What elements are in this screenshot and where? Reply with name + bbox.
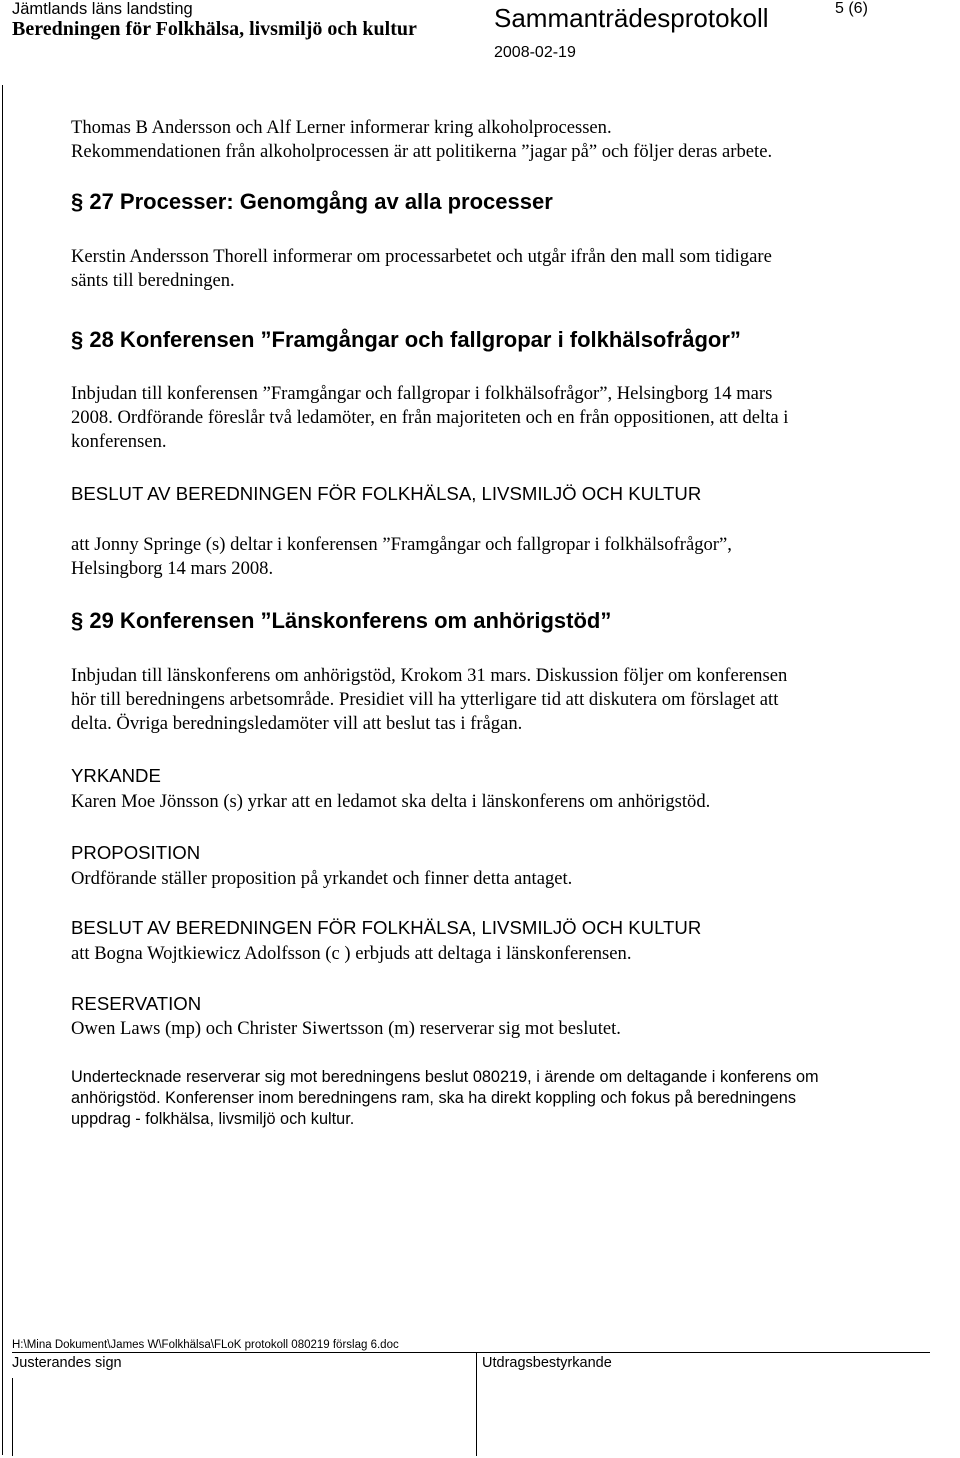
document-type: Sammanträdesprotokoll bbox=[494, 3, 769, 33]
footer-sign-label: Justerandes sign bbox=[12, 1355, 122, 1371]
proposition-text: Ordförande ställer proposition på yrkandet och finner detta antaget. bbox=[71, 868, 573, 889]
yrkande-text: Karen Moe Jönsson (s) yrkar att en ledamot ska delta i länskonferens om anhörigstöd. bbox=[71, 791, 711, 812]
section-27-title: § 27 Processer: Genomgång av alla processer bbox=[71, 189, 553, 214]
proposition-label: PROPOSITION bbox=[71, 842, 201, 863]
section-28-title: § 28 Konferensen ”Framgångar och fallgropar i folkhälsofrågor” bbox=[71, 327, 741, 352]
footer-extract-label: Utdragsbestyrkande bbox=[482, 1355, 612, 1371]
reservation-text: Owen Laws (mp) och Christer Siwertsson (m) reserverar sig mot beslutet. bbox=[71, 1018, 621, 1039]
section-29-line-1: Inbjudan till länskonferens om anhörigstöd, Krokom 31 mars. Diskussion följer om konferensen bbox=[71, 665, 788, 686]
section-29-line-3: delta. Övriga beredningsledamöter vill att beslut tas i frågan. bbox=[71, 713, 523, 734]
footer-file-path: H:\Mina Dokument\James W\Folkhälsa\FLoK protokoll 080219 förslag 6.doc bbox=[12, 1339, 399, 1351]
footer-sign-box-bottom bbox=[12, 1378, 13, 1456]
footer-divider bbox=[476, 1353, 477, 1456]
reservation-label: RESERVATION bbox=[71, 993, 202, 1014]
intro-line-2: Rekommendationen från alkoholprocessen är att politikerna ”jagar på” och följer deras arbete. bbox=[71, 141, 773, 162]
page-number: 5 (6) bbox=[835, 0, 868, 17]
section-28-line-3: konferensen. bbox=[71, 431, 167, 452]
section-28-decision-label: BESLUT AV BEREDNINGEN FÖR FOLKHÄLSA, LIVSMILJÖ OCH KULTUR bbox=[71, 483, 702, 504]
yrkande-label: YRKANDE bbox=[71, 765, 161, 786]
section-29-line-2: hör till beredningens arbetsområde. Presidiet vill ha ytterligare tid att diskutera om förslaget att bbox=[71, 689, 779, 710]
section-27-line-1: Kerstin Andersson Thorell informerar om processarbetet och utgår ifrån den mall som tidigare bbox=[71, 246, 772, 267]
section-29-decision-text: att Bogna Wojtkiewicz Adolfsson (c ) erbjuds att deltaga i länskonferensen. bbox=[71, 943, 632, 964]
meeting-date: 2008-02-19 bbox=[494, 44, 576, 61]
section-27-line-2: sänts till beredningen. bbox=[71, 270, 235, 291]
left-margin-rule bbox=[2, 85, 3, 1455]
intro-line-1: Thomas B Andersson och Alf Lerner informerar kring alkoholprocessen. bbox=[71, 117, 612, 138]
section-28-line-2: 2008. Ordförande föreslår två ledamöter, en från majoriteten och en från oppositionen, att delta i bbox=[71, 407, 789, 428]
org-name: Jämtlands läns landsting bbox=[12, 0, 193, 18]
section-29-decision-label: BESLUT AV BEREDNINGEN FÖR FOLKHÄLSA, LIVSMILJÖ OCH KULTUR bbox=[71, 917, 702, 938]
reservation-note-line-3: uppdrag - folkhälsa, livsmiljö och kultur. bbox=[71, 1110, 355, 1128]
footer-rule bbox=[12, 1352, 930, 1353]
section-28-decision-line-2: Helsingborg 14 mars 2008. bbox=[71, 558, 274, 579]
section-28-decision-line-1: att Jonny Springe (s) deltar i konferensen ”Framgångar och fallgropar i folkhälsofrågor”, bbox=[71, 534, 732, 555]
section-28-line-1: Inbjudan till konferensen ”Framgångar och fallgropar i folkhälsofrågor”, Helsingborg 14 mars bbox=[71, 383, 773, 404]
reservation-note-line-1: Undertecknade reserverar sig mot beredningens beslut 080219, i ärende om deltagande i konferens om bbox=[71, 1068, 819, 1086]
reservation-note-line-2: anhörigstöd. Konferenser inom beredningens ram, ska ha direkt koppling och fokus på beredningens bbox=[71, 1089, 796, 1107]
committee-name: Beredningen för Folkhälsa, livsmiljö och kultur bbox=[12, 18, 417, 40]
section-29-title: § 29 Konferensen ”Länskonferens om anhörigstöd” bbox=[71, 608, 612, 633]
